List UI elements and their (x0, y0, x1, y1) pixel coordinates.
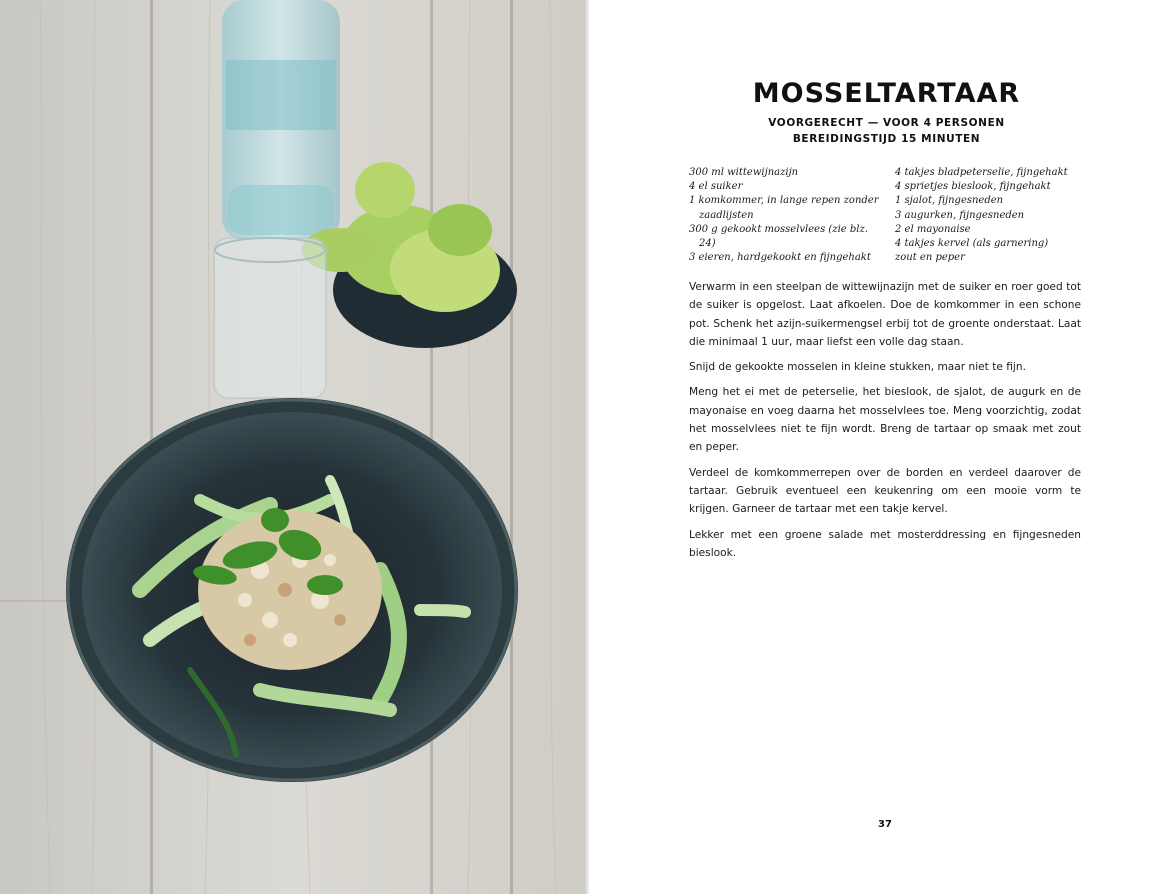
ingredient-item: 3 eieren, hardgekookt en fijngehakt (689, 252, 871, 264)
recipe-prep-time: BEREIDINGSTIJD 15 MINUTEN (792, 133, 981, 145)
ingredient-item: 1 komkommer, in lange repen zonder zaadlijsten (689, 195, 879, 221)
ingredient-item: 3 augurken, fijngesneden (895, 209, 1025, 221)
ingredient-item: 4 el suiker (689, 181, 743, 193)
recipe-page (589, 0, 1170, 894)
ingredient-item: 2 el mayonaise (895, 223, 971, 235)
method-step: Snijd de gekookte mosselen in kleine stukken, maar niet te fijn. (689, 361, 1026, 374)
ingredients-list-left (689, 166, 884, 265)
ingredient-item: 4 takjes kervel (als garnering) (895, 238, 1049, 250)
ingredients-list-right (895, 166, 1095, 265)
ingredient-item: 4 takjes bladpeterselie, fijngehakt (895, 167, 1068, 178)
recipe-course-servings: VOORGERECHT — VOOR 4 PERSONEN (768, 117, 1005, 129)
ingredient-item: 300 g gekookt mosselvlees (zie blz. 24) (689, 223, 868, 250)
method-step: Meng het ei met de peterselie, het bieslook, de sjalot, de augurk en de mayonaise en voeg daarna het mosselvlees toe. Meng voorzichtig, zodat het mosselvlees niet te fijn wordt. Breng de tartaar op smaak met zout en peper. (689, 386, 1081, 454)
page-number: 37 (878, 819, 892, 830)
method-step: Lekker met een groene salade met mosterddressing en fijngesneden bieslook. (689, 528, 1081, 559)
ingredient-item: zout en peper (895, 252, 965, 264)
ingredient-item: 4 sprietjes bieslook, fijngehakt (895, 181, 1051, 193)
method-instructions (689, 278, 1081, 569)
method-step: Verdeel de komkommerrepen over de borden en verdeel daarover de tartaar. Gebruik eventueel een keukenring om een mooie vorm te krijgen. Garneer de tartaar met een takje kervel. (689, 466, 1081, 516)
ingredient-item: 300 ml wittewijnazijn (689, 167, 799, 178)
method-step: Verwarm in een steelpan de wittewijnazijn met de suiker en roer goed tot de suiker is opgelost. Laat afkoelen. Doe de komkommer in een schone pot. Schenk het azijn-suikermengsel erbij tot de groente onderstaat. Laat die minimaal 1 uur, maar liefst een volle dag staan. (689, 281, 1081, 348)
recipe-title: MOSSELTARTAAR (752, 78, 1021, 109)
ingredient-item: 1 sjalot, fijngesneden (895, 195, 1004, 207)
